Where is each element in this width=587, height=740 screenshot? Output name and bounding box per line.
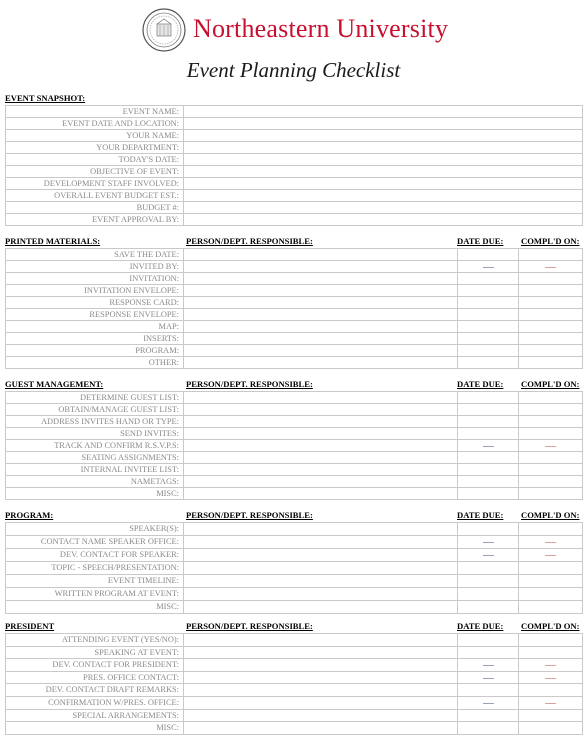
section-header: [5, 93, 583, 105]
checklist-row: [5, 392, 583, 404]
date-placeholder-mark: [483, 678, 494, 679]
row-label: OTHER:: [6, 357, 184, 368]
row-label: SEATING ASSIGNMENTS:: [6, 452, 184, 463]
date-due-field[interactable]: [458, 404, 519, 415]
checklist-row: [5, 261, 583, 273]
person-responsible-field[interactable]: [184, 428, 458, 439]
checklist-row: [5, 154, 583, 166]
date-placeholder-mark: [545, 703, 556, 704]
person-responsible-field[interactable]: [184, 601, 458, 613]
date-due-column-header: DATE DUE:: [457, 379, 504, 389]
completed-on-field[interactable]: [519, 562, 582, 574]
checklist-row: [5, 536, 583, 549]
person-responsible-field[interactable]: [184, 273, 458, 284]
row-label: DEV. CONTACT FOR PRESIDENT:: [6, 659, 184, 671]
date-placeholder-mark: [545, 446, 556, 447]
date-due-field[interactable]: [458, 440, 519, 451]
date-due-field[interactable]: [458, 488, 519, 499]
section-grid: [5, 522, 583, 614]
completed-on-field[interactable]: [519, 523, 582, 535]
checklist-row: [5, 440, 583, 452]
checklist-row: [5, 647, 583, 660]
person-responsible-field[interactable]: [184, 464, 458, 475]
row-label: DEV. CONTACT FOR SPEAKER:: [6, 549, 184, 561]
completed-on-field[interactable]: [519, 659, 582, 671]
row-label: DEVELOPMENT STAFF INVOLVED:: [6, 178, 184, 189]
date-placeholder-mark: [545, 665, 556, 666]
date-due-field[interactable]: [458, 634, 519, 646]
row-label: BUDGET #:: [6, 202, 184, 213]
row-label: SEND INVITES:: [6, 428, 184, 439]
person-responsible-field[interactable]: [184, 452, 458, 463]
row-label: INVITED BY:: [6, 261, 184, 272]
completed-on-field[interactable]: [519, 297, 582, 308]
completed-on-field[interactable]: [519, 697, 582, 709]
event-snapshot-section: [5, 93, 583, 226]
row-label: RESPONSE CARD:: [6, 297, 184, 308]
row-label: INVITATION:: [6, 273, 184, 284]
row-label: EVENT NAME:: [6, 106, 184, 117]
completed-on-field[interactable]: [519, 249, 582, 260]
person-responsible-field[interactable]: [184, 333, 458, 344]
row-label: EVENT DATE AND LOCATION:: [6, 118, 184, 129]
person-responsible-field[interactable]: [184, 588, 458, 600]
checklist-row: [5, 142, 583, 154]
checklist-row: [5, 214, 583, 226]
row-label: DETERMINE GUEST LIST:: [6, 392, 184, 403]
checklist-row: [5, 672, 583, 685]
date-due-field[interactable]: [458, 261, 519, 272]
answer-field[interactable]: [184, 202, 582, 213]
answer-field[interactable]: [184, 130, 582, 141]
row-label: SPEAKING AT EVENT:: [6, 647, 184, 659]
answer-field[interactable]: [184, 154, 582, 165]
checklist-row: [5, 345, 583, 357]
checklist-row: [5, 549, 583, 562]
checklist-row: [5, 697, 583, 710]
date-due-field[interactable]: [458, 588, 519, 600]
completed-on-field[interactable]: [519, 672, 582, 684]
date-due-field[interactable]: [458, 273, 519, 284]
completed-on-field[interactable]: [519, 452, 582, 463]
row-label: TRACK AND CONFIRM R.S.V.P.S:: [6, 440, 184, 451]
completed-on-field[interactable]: [519, 428, 582, 439]
date-due-field[interactable]: [458, 684, 519, 696]
checklist-row: [5, 321, 583, 333]
row-label: INSERTS:: [6, 333, 184, 344]
answer-field[interactable]: [184, 106, 582, 117]
row-label: EVENT TIMELINE:: [6, 575, 184, 587]
person-responsible-field[interactable]: [184, 575, 458, 587]
row-label: TODAY'S DATE:: [6, 154, 184, 165]
completed-column-header: COMPL'D ON:: [521, 510, 580, 520]
section-header: [5, 236, 583, 248]
person-responsible-field[interactable]: [184, 285, 458, 296]
person-responsible-field[interactable]: [184, 404, 458, 415]
completed-on-field[interactable]: [519, 601, 582, 613]
person-responsible-field[interactable]: [184, 562, 458, 574]
completed-on-field[interactable]: [519, 588, 582, 600]
checklist-row: [5, 297, 583, 309]
checklist-row: [5, 722, 583, 735]
date-placeholder-mark: [545, 542, 556, 543]
section-grid: [5, 633, 583, 735]
person-responsible-field[interactable]: [184, 440, 458, 451]
checklist-row: [5, 333, 583, 345]
row-label: WRITTEN PROGRAM AT EVENT:: [6, 588, 184, 600]
completed-on-field[interactable]: [519, 464, 582, 475]
person-responsible-field[interactable]: [184, 261, 458, 272]
program-section: [5, 510, 583, 614]
checklist-row: [5, 416, 583, 428]
checklist-row: [5, 476, 583, 488]
row-label: PROGRAM:: [6, 345, 184, 356]
person-responsible-field[interactable]: [184, 697, 458, 709]
row-label: ADDRESS INVITES HAND OR TYPE:: [6, 416, 184, 427]
date-placeholder-mark: [545, 678, 556, 679]
date-due-column-header: DATE DUE:: [457, 621, 504, 631]
completed-on-field[interactable]: [519, 273, 582, 284]
date-due-column-header: DATE DUE:: [457, 236, 504, 246]
completed-column-header: COMPL'D ON:: [521, 379, 580, 389]
date-placeholder-mark: [483, 665, 494, 666]
checklist-row: [5, 710, 583, 723]
person-column-header: PERSON/DEPT. RESPONSIBLE:: [186, 236, 313, 246]
date-due-field[interactable]: [458, 333, 519, 344]
completed-column-header: COMPL'D ON:: [521, 621, 580, 631]
president-section: [5, 621, 583, 735]
person-responsible-field[interactable]: [184, 659, 458, 671]
date-placeholder-mark: [483, 703, 494, 704]
date-due-field[interactable]: [458, 536, 519, 548]
completed-on-field[interactable]: [519, 440, 582, 451]
completed-on-field[interactable]: [519, 634, 582, 646]
date-due-field[interactable]: [458, 345, 519, 356]
row-label: YOUR DEPARTMENT:: [6, 142, 184, 153]
person-responsible-field[interactable]: [184, 684, 458, 696]
row-label: CONFIRMATION W/PRES. OFFICE:: [6, 697, 184, 709]
date-due-field[interactable]: [458, 416, 519, 427]
completed-on-field[interactable]: [519, 345, 582, 356]
row-label: MISC:: [6, 722, 184, 734]
row-label: RESPONSE ENVELOPE:: [6, 309, 184, 320]
checklist-row: [5, 562, 583, 575]
person-column-header: PERSON/DEPT. RESPONSIBLE:: [186, 510, 313, 520]
answer-field[interactable]: [184, 190, 582, 201]
completed-on-field[interactable]: [519, 321, 582, 332]
completed-on-field[interactable]: [519, 285, 582, 296]
page-title: Event Planning Checklist: [186, 58, 401, 82]
section-header: [5, 621, 583, 633]
row-label: OVERALL EVENT BUDGET EST.:: [6, 190, 184, 201]
person-responsible-field[interactable]: [184, 392, 458, 403]
row-label: DEV. CONTACT DRAFT REMARKS:: [6, 684, 184, 696]
row-label: NAMETAGS:: [6, 476, 184, 487]
section-header: [5, 379, 583, 391]
date-due-field[interactable]: [458, 428, 519, 439]
completed-on-field[interactable]: [519, 404, 582, 415]
university-name: Northeastern University: [193, 14, 449, 43]
checklist-row: [5, 659, 583, 672]
checklist-row: [5, 488, 583, 500]
row-label: ATTENDING EVENT (YES/NO):: [6, 634, 184, 646]
row-label: SPEAKER(S):: [6, 523, 184, 535]
row-label: YOUR NAME:: [6, 130, 184, 141]
answer-field[interactable]: [184, 214, 582, 225]
row-label: MISC:: [6, 488, 184, 499]
guest-management-section: [5, 379, 583, 500]
date-placeholder-mark: [545, 555, 556, 556]
checklist-row: [5, 285, 583, 297]
checklist-row: [5, 601, 583, 614]
section-grid: [5, 391, 583, 500]
row-label: SPECIAL ARRANGEMENTS:: [6, 710, 184, 722]
row-label: OBJECTIVE OF EVENT:: [6, 166, 184, 177]
completed-on-field[interactable]: [519, 309, 582, 320]
date-due-field[interactable]: [458, 249, 519, 260]
section-heading: PRESIDENT: [5, 621, 55, 631]
section-heading: PROGRAM:: [5, 510, 54, 520]
date-due-field[interactable]: [458, 321, 519, 332]
date-due-field[interactable]: [458, 659, 519, 671]
row-label: MISC:: [6, 601, 184, 613]
completed-on-field[interactable]: [519, 647, 582, 659]
university-seal-icon: [142, 8, 186, 52]
date-placeholder-mark: [545, 267, 556, 268]
document-header: [0, 0, 587, 90]
date-due-field[interactable]: [458, 562, 519, 574]
row-label: INTERNAL INVITEE LIST:: [6, 464, 184, 475]
date-due-field[interactable]: [458, 549, 519, 561]
date-due-field[interactable]: [458, 672, 519, 684]
person-responsible-field[interactable]: [184, 488, 458, 499]
date-due-field[interactable]: [458, 297, 519, 308]
checklist-row: [5, 575, 583, 588]
checklist-row: [5, 428, 583, 440]
checklist-row: [5, 523, 583, 536]
date-placeholder-mark: [483, 555, 494, 556]
checklist-row: [5, 404, 583, 416]
person-responsible-field[interactable]: [184, 321, 458, 332]
completed-on-field[interactable]: [519, 357, 582, 368]
completed-on-field[interactable]: [519, 536, 582, 548]
checklist-row: [5, 130, 583, 142]
row-label: SAVE THE DATE:: [6, 249, 184, 260]
section-header: [5, 510, 583, 522]
completed-on-field[interactable]: [519, 416, 582, 427]
checklist-row: [5, 357, 583, 369]
completed-on-field[interactable]: [519, 333, 582, 344]
checklist-row: [5, 178, 583, 190]
checklist-row: [5, 684, 583, 697]
date-placeholder-mark: [483, 446, 494, 447]
person-responsible-field[interactable]: [184, 523, 458, 535]
answer-field[interactable]: [184, 178, 582, 189]
person-column-header: PERSON/DEPT. RESPONSIBLE:: [186, 379, 313, 389]
row-label: INVITATION ENVELOPE:: [6, 285, 184, 296]
checklist-row: [5, 118, 583, 130]
date-due-field[interactable]: [458, 452, 519, 463]
section-grid: [5, 105, 583, 226]
row-label: TOPIC - SPEECH/PRESENTATION:: [6, 562, 184, 574]
person-responsible-field[interactable]: [184, 647, 458, 659]
section-heading: PRINTED MATERIALS:: [5, 236, 101, 246]
checklist-row: [5, 202, 583, 214]
date-due-field[interactable]: [458, 523, 519, 535]
person-responsible-field[interactable]: [184, 722, 458, 734]
person-column-header: PERSON/DEPT. RESPONSIBLE:: [186, 621, 313, 631]
person-responsible-field[interactable]: [184, 634, 458, 646]
row-label: OBTAIN/MANAGE GUEST LIST:: [6, 404, 184, 415]
row-label: CONTACT NAME SPEAKER OFFICE:: [6, 536, 184, 548]
person-responsible-field[interactable]: [184, 416, 458, 427]
date-due-field[interactable]: [458, 710, 519, 722]
person-responsible-field[interactable]: [184, 249, 458, 260]
checklist-row: [5, 106, 583, 118]
date-due-field[interactable]: [458, 697, 519, 709]
section-heading: GUEST MANAGEMENT:: [5, 379, 104, 389]
checklist-row: [5, 634, 583, 647]
person-responsible-field[interactable]: [184, 297, 458, 308]
row-label: PRES. OFFICE CONTACT:: [6, 672, 184, 684]
row-label: MAP:: [6, 321, 184, 332]
checklist-row: [5, 452, 583, 464]
completed-on-field[interactable]: [519, 549, 582, 561]
checklist-row: [5, 273, 583, 285]
completed-on-field[interactable]: [519, 392, 582, 403]
date-due-field[interactable]: [458, 601, 519, 613]
row-label: EVENT APPROVAL BY:: [6, 214, 184, 225]
date-due-field[interactable]: [458, 285, 519, 296]
checklist-row: [5, 166, 583, 178]
printed-materials-section: [5, 236, 583, 369]
completed-on-field[interactable]: [519, 710, 582, 722]
completed-on-field[interactable]: [519, 575, 582, 587]
person-responsible-field[interactable]: [184, 476, 458, 487]
completed-on-field[interactable]: [519, 684, 582, 696]
date-due-field[interactable]: [458, 357, 519, 368]
completed-column-header: COMPL'D ON:: [521, 236, 580, 246]
date-due-field[interactable]: [458, 464, 519, 475]
person-responsible-field[interactable]: [184, 549, 458, 561]
answer-field[interactable]: [184, 166, 582, 177]
person-responsible-field[interactable]: [184, 672, 458, 684]
completed-on-field[interactable]: [519, 476, 582, 487]
date-due-field[interactable]: [458, 647, 519, 659]
date-due-field[interactable]: [458, 309, 519, 320]
person-responsible-field[interactable]: [184, 536, 458, 548]
section-grid: [5, 248, 583, 369]
answer-field[interactable]: [184, 142, 582, 153]
date-due-field[interactable]: [458, 392, 519, 403]
checklist-row: [5, 464, 583, 476]
completed-on-field[interactable]: [519, 488, 582, 499]
checklist-row: [5, 309, 583, 321]
completed-on-field[interactable]: [519, 261, 582, 272]
date-placeholder-mark: [483, 267, 494, 268]
date-due-field[interactable]: [458, 722, 519, 734]
date-due-field[interactable]: [458, 575, 519, 587]
person-responsible-field[interactable]: [184, 357, 458, 368]
person-responsible-field[interactable]: [184, 710, 458, 722]
person-responsible-field[interactable]: [184, 309, 458, 320]
date-due-column-header: DATE DUE:: [457, 510, 504, 520]
date-placeholder-mark: [483, 542, 494, 543]
person-responsible-field[interactable]: [184, 345, 458, 356]
completed-on-field[interactable]: [519, 722, 582, 734]
checklist-row: [5, 588, 583, 601]
answer-field[interactable]: [184, 118, 582, 129]
date-due-field[interactable]: [458, 476, 519, 487]
section-heading: EVENT SNAPSHOT:: [5, 93, 86, 103]
checklist-row: [5, 190, 583, 202]
checklist-row: [5, 249, 583, 261]
